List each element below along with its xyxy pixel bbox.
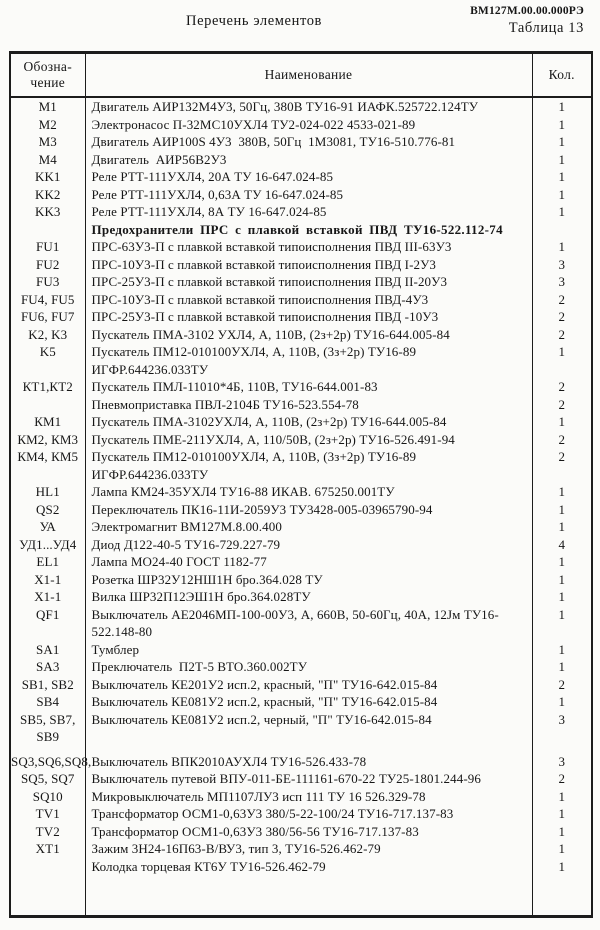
name-cell: Предохранители ПРС с плавкой вставкой ПВД ТУ16-522.112-74 <box>85 221 532 239</box>
section-header-row <box>10 221 592 239</box>
qty-cell: 3 <box>558 274 566 289</box>
name-cell <box>85 728 532 746</box>
qty-cell: 1 <box>558 134 566 149</box>
qty-cell: 1 <box>558 694 566 709</box>
name-cell: Реле РТТ-111УХЛ4, 0,63А ТУ 16-647.024-85 <box>85 186 532 204</box>
spacer-row <box>10 746 592 753</box>
qty-cell: 1 <box>558 169 566 184</box>
qty-cell <box>532 361 592 379</box>
designation-cell: X1-1 <box>34 589 62 604</box>
qty-cell: 1 <box>558 589 566 604</box>
designation-cell: TV2 <box>35 823 60 839</box>
table-row <box>10 770 592 788</box>
name-cell: Пневмоприставка ПВЛ-2104Б ТУ16-523.554-78 <box>85 396 532 414</box>
table-row <box>10 378 592 396</box>
qty-cell: 1 <box>558 151 566 167</box>
designation-cell <box>10 746 85 753</box>
designation-cell: SB1, SB2 <box>21 676 74 692</box>
table-row <box>10 693 592 711</box>
designation-cell <box>10 396 85 414</box>
col-header-designation <box>10 53 85 98</box>
col-header-name: Наименование <box>85 53 532 98</box>
designation-cell: КМ4, КМ5 <box>17 449 79 464</box>
designation-cell: SA3 <box>36 659 60 674</box>
name-cell: Электромагнит ВМ127М.8.00.400 <box>85 518 532 536</box>
qty-cell: 2 <box>558 379 566 394</box>
qty-cell: 4 <box>558 536 566 552</box>
table-row <box>10 448 592 466</box>
designation-cell: M1 <box>38 99 57 114</box>
name-cell: Пускатель ПМ12-010100УХЛ4, А, 110В, (3з+2р) ТУ16-89 <box>85 448 532 466</box>
table-row <box>10 133 592 151</box>
table-row <box>10 413 592 431</box>
table-body <box>10 97 592 917</box>
table-row <box>10 168 592 186</box>
name-cell: ПРС-25У3-П с плавкой вставкой типоисполнения ПВД -10У3 <box>85 308 532 326</box>
table-caption: Таблица 13 <box>508 20 584 36</box>
table-row <box>10 343 592 361</box>
designation-cell: КМ2, КМ3 <box>17 431 79 447</box>
table-row <box>10 273 592 291</box>
designation-cell <box>10 361 85 379</box>
qty-cell <box>532 466 592 484</box>
name-cell: ИГФР.644236.033ТУ <box>85 466 532 484</box>
table-row <box>10 753 592 771</box>
designation-cell: HL1 <box>35 484 60 499</box>
name-cell: Выключатель ВПК2010АУХЛ4 ТУ16-526.433-78 <box>85 753 532 771</box>
designation-cell: УД1...УД4 <box>19 536 77 552</box>
designation-cell <box>10 623 85 641</box>
table-row <box>10 466 592 484</box>
designation-cell: FU3 <box>36 274 60 289</box>
name-cell: Пускатель ПМЛ-11010*4Б, 110В, ТУ16-644.001-83 <box>85 378 532 396</box>
col-header-qty: Кол. <box>532 53 592 98</box>
designation-cell: КМ1 <box>34 414 62 429</box>
table-row <box>10 97 592 116</box>
table-row <box>10 151 592 169</box>
name-cell: Двигатель АИР132М4У3, 50Гц, 380В ТУ16-91 ИАФК.525722.124ТУ <box>85 97 532 116</box>
name-cell <box>85 746 532 753</box>
table-row <box>10 483 592 501</box>
table-row <box>10 116 592 134</box>
designation-cell: FU4, FU5 <box>20 291 75 307</box>
name-cell: Пускатель ПМ12-010100УХЛ4, А, 110В, (3з+2р) ТУ16-89 <box>85 343 532 361</box>
qty-cell: 2 <box>558 396 566 412</box>
designation-cell: QS2 <box>36 501 60 517</box>
qty-cell: 1 <box>558 823 566 839</box>
qty-cell <box>532 728 592 746</box>
table-row <box>10 676 592 694</box>
qty-cell: 2 <box>558 676 566 692</box>
designation-cell: XT1 <box>35 841 60 856</box>
page-header <box>0 0 600 50</box>
table-row <box>10 396 592 414</box>
name-cell: ПРС-63У3-П с плавкой вставкой типоисполнения ПВД III-63У3 <box>85 238 532 256</box>
designation-cell: KK2 <box>34 186 61 202</box>
qty-cell: 1 <box>558 841 566 856</box>
table-row <box>10 840 592 858</box>
header-row <box>10 53 592 98</box>
table-head <box>10 53 592 98</box>
designation-cell: SQ3,SQ6,SQ8, <box>11 753 92 769</box>
qty-cell: 3 <box>558 256 566 272</box>
qty-cell: 1 <box>558 641 566 657</box>
qty-cell: 2 <box>558 431 566 447</box>
designation-cell: KK3 <box>34 204 61 219</box>
qty-cell: 1 <box>558 606 566 622</box>
col-header-designation-line2: чение <box>30 75 66 90</box>
table-row <box>10 361 592 379</box>
table-row <box>10 641 592 659</box>
qty-cell <box>532 746 592 753</box>
name-cell: Зажим 3Н24-16П63-В/ВУ3, тип 3, ТУ16-526.462-79 <box>85 840 532 858</box>
qty-cell: 1 <box>558 116 566 132</box>
qty-cell: 2 <box>558 326 566 342</box>
designation-cell: M2 <box>38 116 57 132</box>
designation-cell: SQ10 <box>32 788 63 804</box>
qty-cell: 1 <box>558 659 566 674</box>
name-cell: Выключатель путевой ВПУ-011-БЕ-111161-670-22 ТУ25-1801.244-96 <box>85 770 532 788</box>
qty-cell: 1 <box>558 344 566 359</box>
name-cell: Трансформатор ОСМ1-0,63У3 380/56-56 ТУ16-717.137-83 <box>85 823 532 841</box>
name-cell: Трансформатор ОСМ1-0,63У3 380/5-22-100/24 ТУ16-717.137-83 <box>85 805 532 823</box>
table-row <box>10 256 592 274</box>
designation-cell: SB4 <box>36 694 60 709</box>
designation-cell: K2, K3 <box>28 326 68 342</box>
designation-cell: EL1 <box>36 554 60 569</box>
name-cell: Тумблер <box>85 641 532 659</box>
table-row <box>10 571 592 589</box>
table-row <box>10 823 592 841</box>
designation-cell: КТ1,КТ2 <box>22 379 73 394</box>
table-row <box>10 553 592 571</box>
empty-filler-row <box>10 875 592 917</box>
page-title: Перечень элементов <box>185 13 323 29</box>
table-row <box>10 238 592 256</box>
designation-cell: УА <box>39 519 56 534</box>
table-row <box>10 658 592 676</box>
qty-cell <box>532 221 592 239</box>
qty-cell: 1 <box>558 788 566 804</box>
elements-table <box>9 51 593 918</box>
table-row <box>10 728 592 746</box>
name-cell: Переключатель ПК16-11И-2059У3 ТУ3428-005-03965790-94 <box>85 501 532 519</box>
name-cell: Микровыключатель МП1107ЛУ3 исп 111 ТУ 16 526.329-78 <box>85 788 532 806</box>
qty-cell <box>532 875 592 917</box>
qty-cell: 3 <box>558 711 566 727</box>
designation-cell <box>10 466 85 484</box>
table-row <box>10 501 592 519</box>
name-cell: Лампа КМ24-35УХЛ4 ТУ16-88 ИКАВ. 675250.001ТУ <box>85 483 532 501</box>
qty-cell: 2 <box>558 291 566 307</box>
table-row <box>10 858 592 876</box>
table-row <box>10 536 592 554</box>
designation-cell: SB9 <box>36 729 60 744</box>
qty-cell <box>532 623 592 641</box>
name-cell <box>85 875 532 917</box>
name-cell: ПРС-10У3-П с плавкой вставкой типоисполнения ПВД-4У3 <box>85 291 532 309</box>
table-row <box>10 186 592 204</box>
table-row <box>10 431 592 449</box>
table-row <box>10 606 592 624</box>
document-code: ВМ127М.00.00.000РЭ <box>470 5 584 17</box>
col-header-designation-line1: Обозна- <box>23 59 72 75</box>
name-cell: Двигатель АИР56В2У3 <box>85 151 532 169</box>
qty-cell: 1 <box>558 99 566 114</box>
qty-cell: 1 <box>558 554 566 569</box>
name-cell: Лампа МО24-40 ГОСТ 1182-77 <box>85 553 532 571</box>
name-cell: ИГФР.644236.033ТУ <box>85 361 532 379</box>
name-cell: Пускатель ПМА-3102УХЛ4, А, 110В, (2з+2р) ТУ16-644.005-84 <box>85 413 532 431</box>
table-row <box>10 291 592 309</box>
name-cell: Выключатель КЕ201У2 исп.2, красный, "П" ТУ16-642.015-84 <box>85 676 532 694</box>
name-cell: Вилка ШР32П12ЭШ1Н бро.364.028ТУ <box>85 588 532 606</box>
designation-cell: KK1 <box>34 169 61 184</box>
qty-cell: 1 <box>558 501 566 517</box>
name-cell: ПРС-25У3-П с плавкой вставкой типоисполнения ПВД II-20У3 <box>85 273 532 291</box>
name-cell: Реле РТТ-111УХЛ4, 20А ТУ 16-647.024-85 <box>85 168 532 186</box>
table-row <box>10 308 592 326</box>
designation-cell: TV1 <box>35 806 60 821</box>
name-cell: Пускатель ПМЕ-211УХЛ4, А, 110/50В, (2з+2р) ТУ16-526.491-94 <box>85 431 532 449</box>
qty-cell: 3 <box>558 753 566 769</box>
designation-cell <box>10 875 85 917</box>
designation-cell: FU2 <box>36 256 60 272</box>
name-cell: Розетка ШР32У12НШ1Н бро.364.028 ТУ <box>85 571 532 589</box>
name-cell: Выключатель АЕ2046МП-100-00У3, А, 660В, 50-60Гц, 40А, 12Jм ТУ16- <box>85 606 532 624</box>
qty-cell: 1 <box>558 484 566 499</box>
qty-cell: 2 <box>558 309 566 324</box>
designation-cell: QF1 <box>36 606 60 622</box>
qty-cell: 2 <box>558 449 566 464</box>
designation-cell: SB5, SB7, <box>20 711 76 727</box>
qty-cell: 1 <box>558 204 566 219</box>
table-row <box>10 711 592 729</box>
name-cell: Пускатель ПМА-3102 УХЛ4, А, 110В, (2з+2р) ТУ16-644.005-84 <box>85 326 532 344</box>
designation-cell: SA1 <box>36 641 60 657</box>
qty-cell: 1 <box>558 414 566 429</box>
name-cell: Диод Д122-40-5 ТУ16-729.227-79 <box>85 536 532 554</box>
designation-cell: SQ5, SQ7 <box>20 771 75 786</box>
name-cell: Колодка торцевая КТ6У ТУ16-526.462-79 <box>85 858 532 876</box>
table-row <box>10 805 592 823</box>
designation-cell <box>10 858 85 876</box>
name-cell: Выключатель КЕ081У2 исп.2, черный, "П" ТУ16-642.015-84 <box>85 711 532 729</box>
name-cell: ПРС-10У3-П с плавкой вставкой типоисполнения ПВД I-2У3 <box>85 256 532 274</box>
qty-cell: 2 <box>558 771 566 786</box>
designation-cell: FU1 <box>36 239 60 254</box>
name-cell: Двигатель АИР100S 4У3 380В, 50Гц 1М3081, ТУ16-510.776-81 <box>85 133 532 151</box>
name-cell: Реле РТТ-111УХЛ4, 8А ТУ 16-647.024-85 <box>85 203 532 221</box>
name-cell: Электронасос П-32МС10УХЛ4 ТУ2-024-022 4533-021-89 <box>85 116 532 134</box>
designation-cell: X1-1 <box>34 571 62 587</box>
table-row <box>10 326 592 344</box>
qty-cell: 1 <box>558 519 566 534</box>
qty-cell: 1 <box>558 186 566 202</box>
qty-cell: 1 <box>558 858 566 874</box>
name-cell: Выключатель КЕ081У2 исп.2, красный, "П" ТУ16-642.015-84 <box>85 693 532 711</box>
designation-cell <box>10 221 85 239</box>
header-right-block <box>470 5 584 37</box>
qty-cell: 1 <box>558 571 566 587</box>
table-row <box>10 203 592 221</box>
table-row <box>10 588 592 606</box>
designation-cell: FU6, FU7 <box>20 309 75 324</box>
designation-cell: K5 <box>39 344 56 359</box>
table-row <box>10 788 592 806</box>
name-cell: Преключатель П2Т-5 ВТО.360.002ТУ <box>85 658 532 676</box>
designation-cell: M3 <box>38 134 57 149</box>
qty-cell: 1 <box>558 806 566 821</box>
qty-cell: 1 <box>558 239 566 254</box>
table-row <box>10 518 592 536</box>
name-cell: 522.148-80 <box>85 623 532 641</box>
table-row <box>10 623 592 641</box>
designation-cell: M4 <box>38 151 57 167</box>
